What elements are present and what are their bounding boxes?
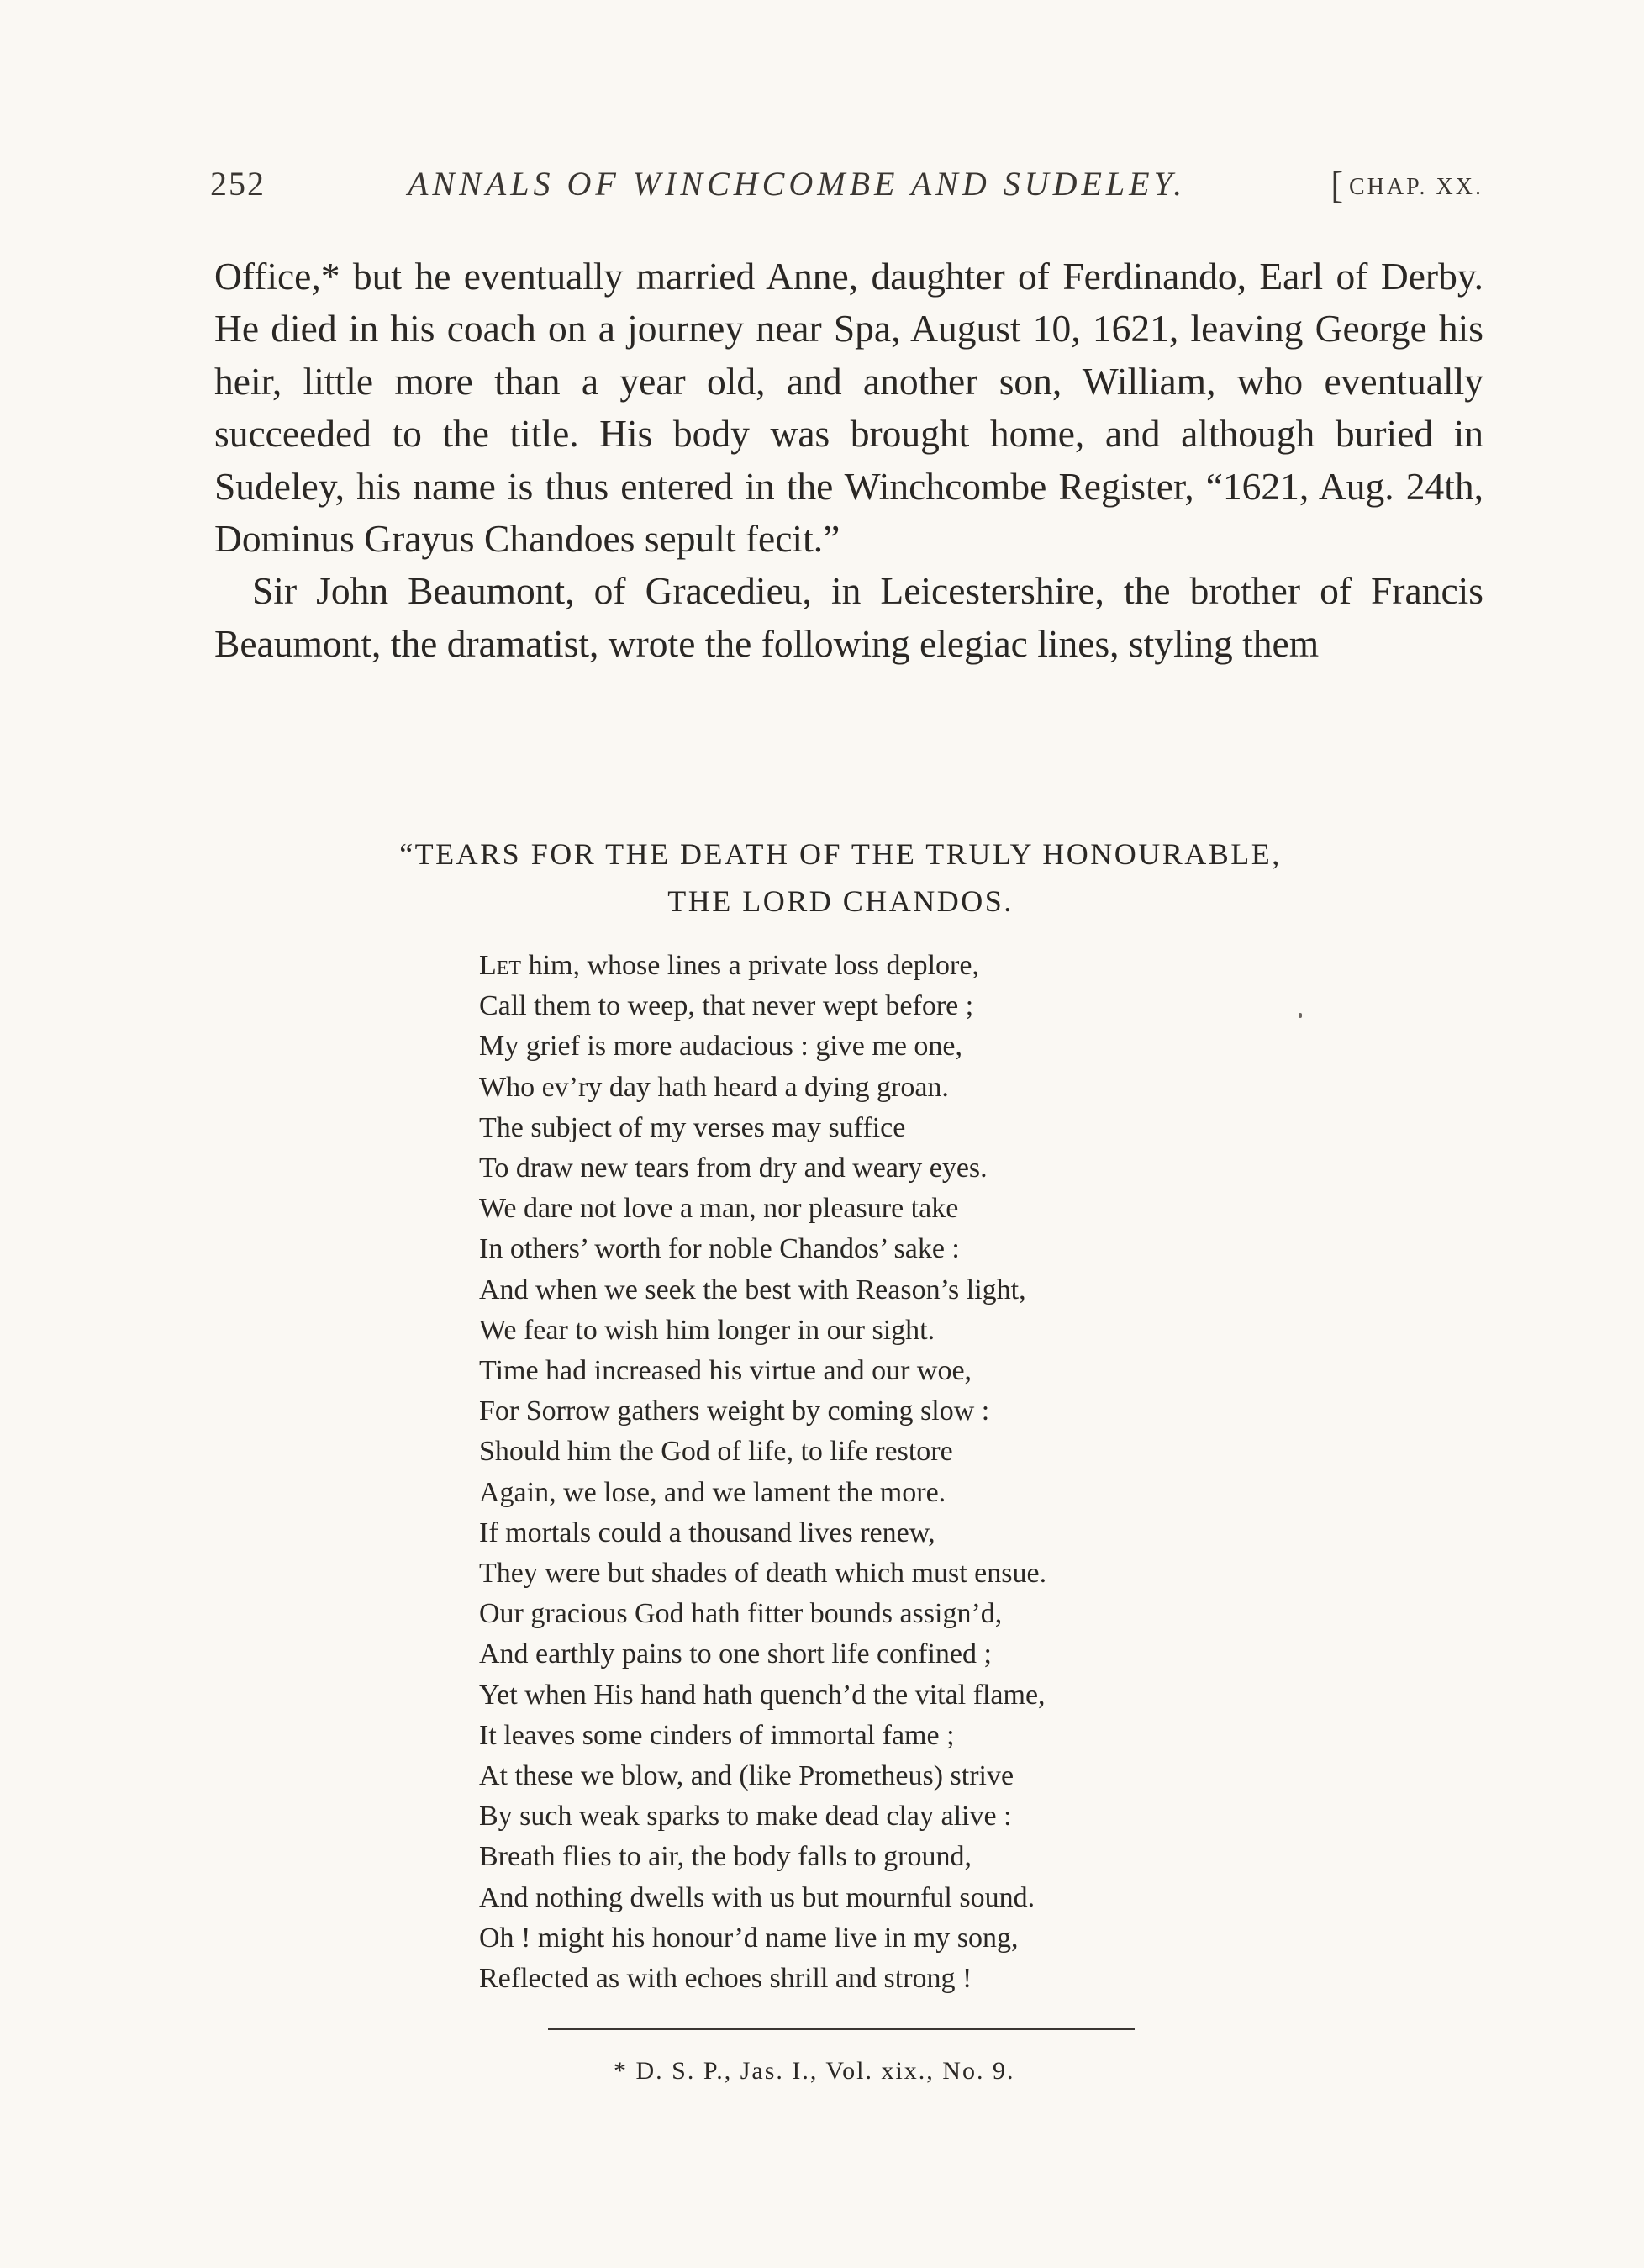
poem-line: If mortals could a thousand lives renew, [479, 1516, 935, 1548]
footnote: * D. S. P., Jas. I., Vol. xix., No. 9. [614, 2057, 1015, 2085]
poem-line: Who ev’ry day hath heard a dying groan. [479, 1071, 949, 1103]
running-head [210, 164, 1483, 214]
poem-line [479, 946, 1236, 986]
poem-line: They were but shades of death which must ensue. [479, 1558, 1047, 1590]
poem-line: Time had increased his virtue and our woe, [479, 1355, 972, 1387]
poem-line: Again, we lose, and we lament the more. [479, 1476, 946, 1508]
poem-line: Yet when His hand hath quench’d the vital flame, [479, 1679, 1046, 1711]
body-text [214, 251, 1483, 670]
poem-line: Our gracious God hath fitter bounds assign’d, [479, 1598, 1003, 1630]
poem-line: We dare not love a man, nor pleasure take [479, 1193, 959, 1225]
poem-line: And earthly pains to one short life confined ; [479, 1638, 992, 1670]
chapter-text: CHAP. XX. [1348, 174, 1483, 200]
print-speck [1299, 1013, 1302, 1018]
poem-line: In others’ worth for noble Chandos’ sake : [479, 1233, 960, 1265]
running-title: ANNALS OF WINCHCOMBE AND SUDELEY. [408, 165, 1187, 203]
poem-line: And when we seek the best with Reason’s light, [479, 1274, 1026, 1305]
poem-line: We fear to wish him longer in our sight. [479, 1314, 935, 1346]
paragraph-2: Sir John Beaumont, of Gracedieu, in Leicestershire, the brother of Francis Beaumont, the dramatist, wrote the following elegiac lines, styling them [214, 569, 1483, 665]
poem-title [252, 831, 1429, 925]
poem-first-word: Let [479, 950, 522, 981]
poem-line: The subject of my verses may suffice [479, 1111, 906, 1143]
poem-line: For Sorrow gathers weight by coming slow : [479, 1395, 990, 1427]
poem-line: To draw new tears from dry and weary eyes. [479, 1152, 988, 1184]
poem-line: At these we blow, and (like Prometheus) strive [479, 1760, 1014, 1792]
poem-line: Call them to weep, that never wept before ; [479, 990, 974, 1022]
poem-line: It leaves some cinders of immortal fame ; [479, 1719, 955, 1751]
chapter-label [1330, 164, 1483, 207]
chapter-bracket: [ [1330, 165, 1346, 206]
poem-line: Breath flies to air, the body falls to ground, [479, 1841, 972, 1873]
poem-line: Should him the God of life, to life restore [479, 1436, 953, 1468]
page-number: 252 [210, 165, 266, 203]
paragraph-1: Office,* but he eventually married Anne, daughter of Ferdinando, Earl of Derby. He died in his coach on a journey near Spa, August 10, 1621, leaving George his heir, little more than a year old, and another son, William, who eventually succeeded to the title. His body was brought home, and although buried in Sudeley, his name is thus entered in the Winchcombe Register, “1621, Aug. 24th, Dominus Grayus Chandoes sepult fecit.” [214, 255, 1483, 561]
poem-title-line-1: “TEARS FOR THE DEATH OF THE TRULY HONOURABLE, [399, 837, 1282, 871]
poem-title-line-2: THE LORD CHANDOS. [667, 884, 1014, 918]
poem-first-line-rest: him, whose lines a private loss deplore, [521, 950, 979, 981]
poem-line: My grief is more audacious : give me one, [479, 1031, 963, 1063]
poem-line: Oh ! might his honour’d name live in my song, [479, 1922, 1019, 1954]
poem-line: By such weak sparks to make dead clay alive : [479, 1801, 1012, 1833]
footnote-rule [548, 2028, 1135, 2030]
poem-body [479, 946, 1236, 1999]
poem-line: And nothing dwells with us but mournful sound. [479, 1881, 1035, 1913]
poem-line: Reflected as with echoes shrill and strong ! [479, 1963, 972, 1995]
